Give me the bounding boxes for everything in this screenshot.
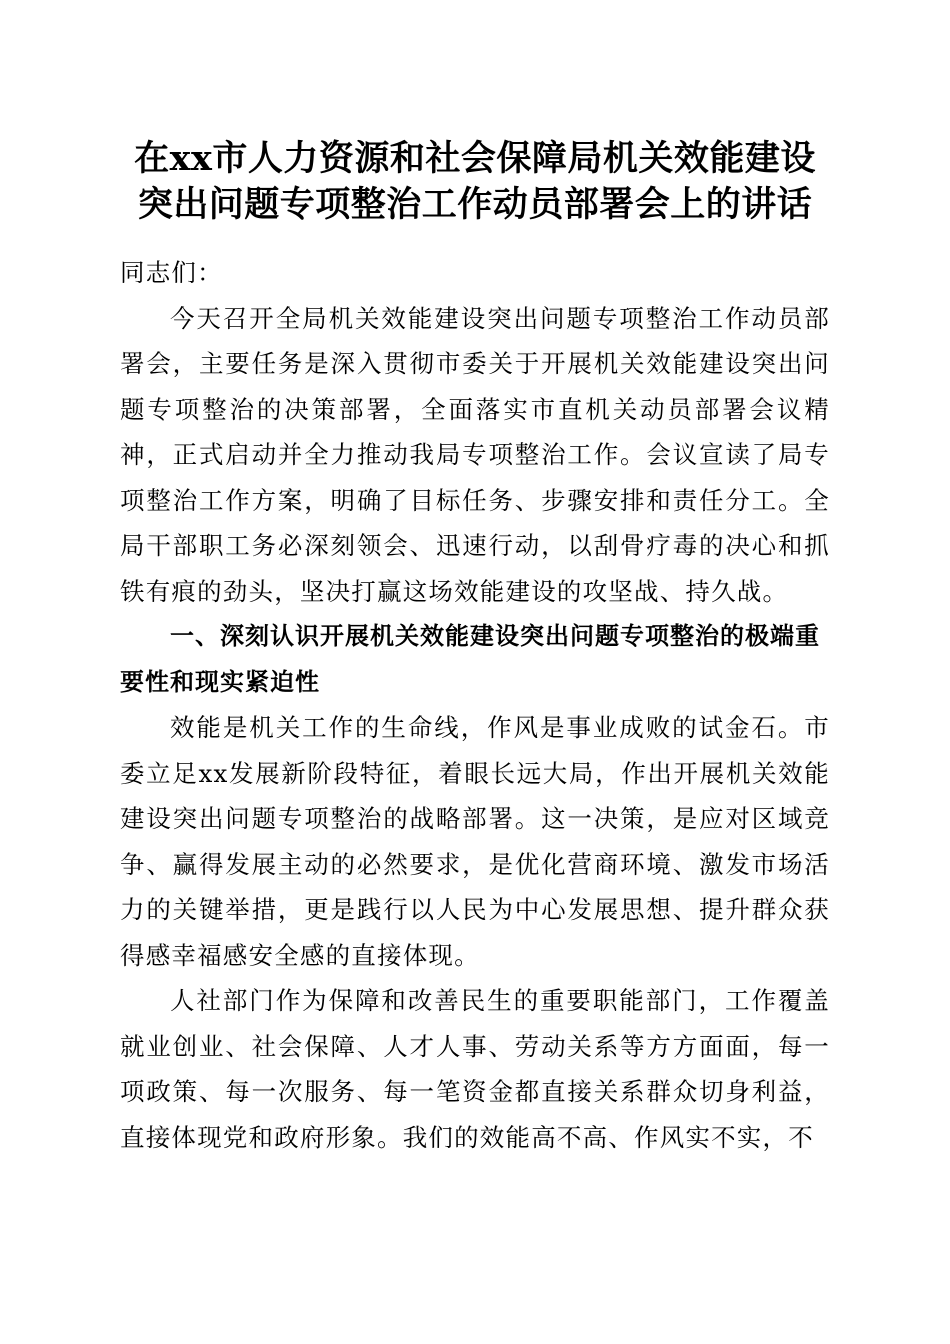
section-heading-1: 一、深刻认识开展机关效能建设突出问题专项整治的极端重要性和现实紧迫性 — [120, 622, 820, 696]
document-title — [100, 136, 850, 228]
paragraph-intro: 今天召开全局机关效能建设突出问题专项整治工作动员部署会，主要任务是深入贯彻市委关于开展机关效能建设突出问题专项整治的决策部署，全面落实市直机关动员部署会议精神，正式启动并全力推动我局专项整治工作。会议宣读了局专项整治工作方案，明确了目标任务、步骤安排和责任分工。全局干部职工务必深刻领会、迅速行动，以刮骨疗毒的决心和抓铁有痕的劲头，坚决打赢这场效能建设的攻坚战、持久战。 — [120, 303, 830, 606]
title-line-1: 在xx市人力资源和社会保障局机关效能建设 — [134, 138, 816, 179]
paragraph-efficiency: 效能是机关工作的生命线，作风是事业成败的试金石。市委立足xx发展新阶段特征，着眼长远大局，作出开展机关效能建设突出问题专项整治的战略部署。这一决策，是应对区域竞争、赢得发展主动的必然要求，是优化营商环境、激发市场活力的关键举措，更是践行以人民为中心发展思想、提升群众获得感幸福感安全感的直接体现。 — [120, 713, 830, 970]
document-body — [120, 250, 830, 1160]
title-line-2: 突出问题专项整治工作动员部署会上的讲话 — [137, 184, 813, 225]
salutation: 同志们： — [120, 258, 223, 287]
paragraph-hrss-department: 人社部门作为保障和改善民生的重要职能部门，工作覆盖就业创业、社会保障、人才人事、劳动关系等方方面面，每一项政策、每一次服务、每一笔资金都直接关系群众切身利益，直接体现党和政府形象。我们的效能高不高、作风实不实，不 — [120, 986, 830, 1152]
